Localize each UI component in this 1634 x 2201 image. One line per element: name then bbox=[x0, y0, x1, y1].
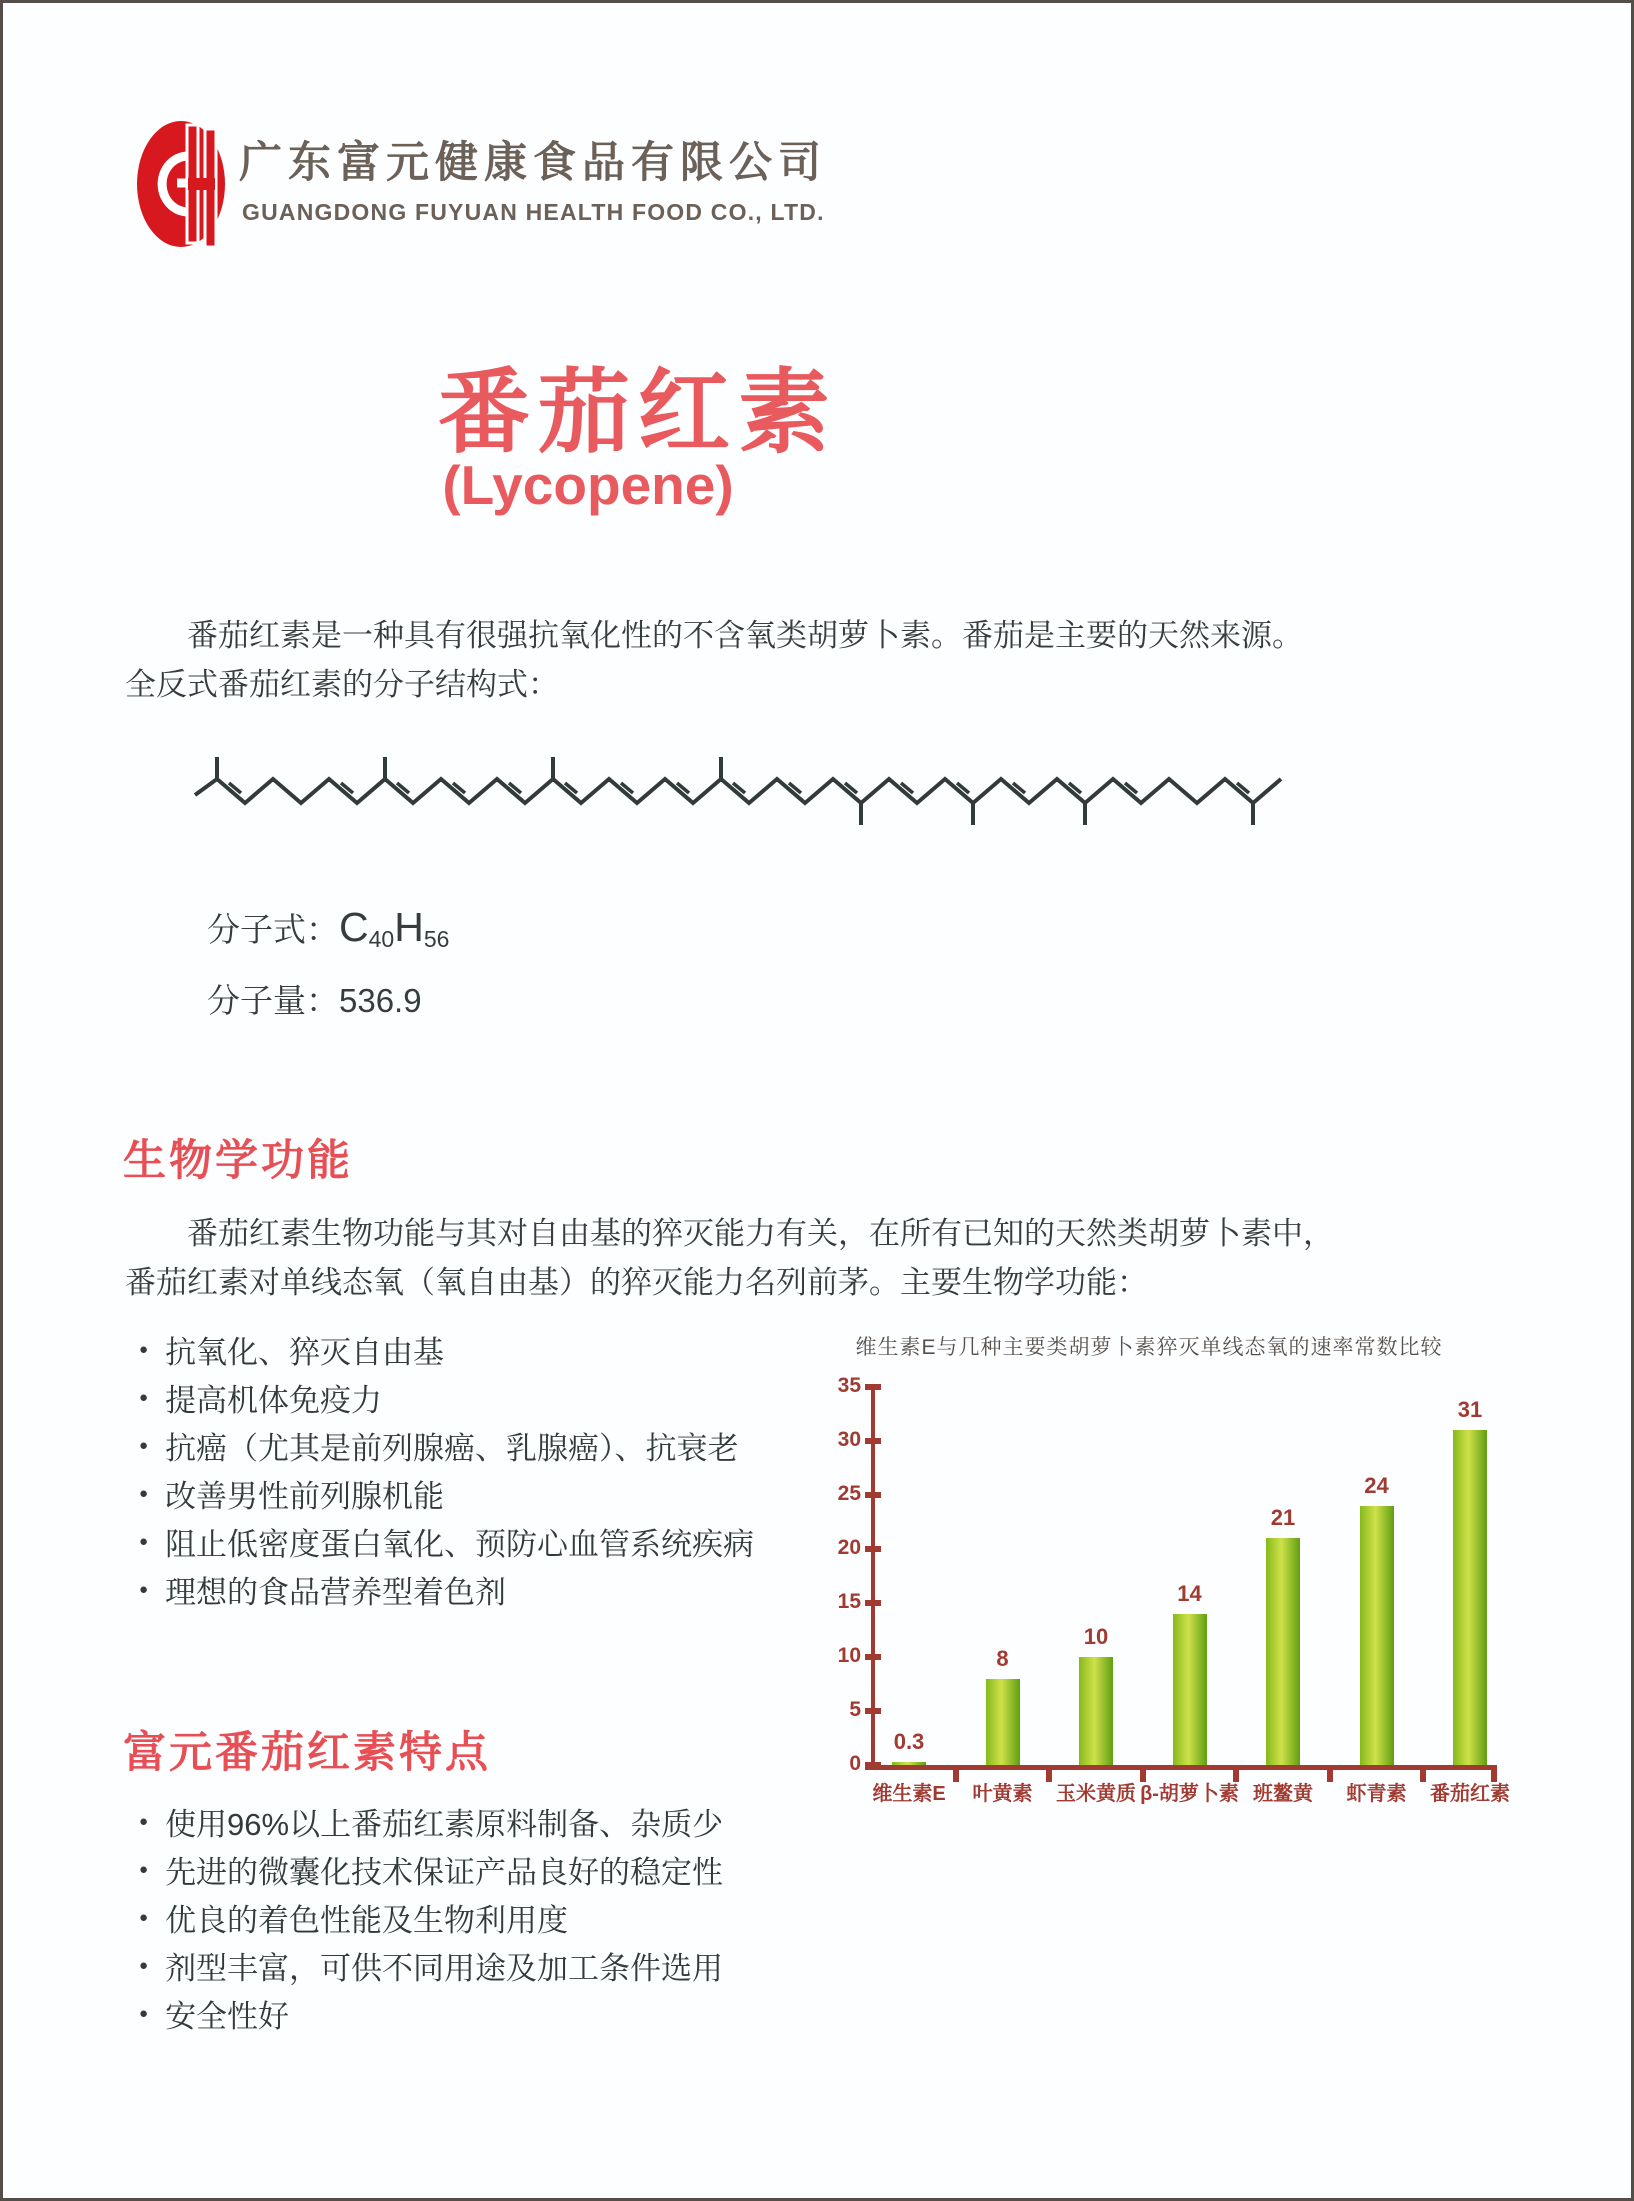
y-axis-tick-label: 15 bbox=[837, 1590, 861, 1613]
formula-h-subscript: 56 bbox=[423, 926, 450, 952]
chart-bar bbox=[1266, 1538, 1300, 1765]
biological-functions-list bbox=[139, 1325, 754, 1613]
company-name-cn: 广东富元健康食品有限公司 bbox=[239, 139, 827, 187]
chart-bar bbox=[1079, 1657, 1113, 1765]
bullet-icon: ● bbox=[139, 1956, 149, 1974]
x-axis-tick-mark bbox=[1046, 1770, 1052, 1782]
molecular-formula bbox=[207, 904, 449, 951]
formula-c: C bbox=[339, 904, 369, 950]
list-item: ● 使用96%以上番茄红素原料制备、杂质少 bbox=[139, 1806, 724, 1842]
x-axis-tick-mark bbox=[1140, 1770, 1146, 1782]
bullet-icon: ● bbox=[139, 1388, 149, 1406]
y-axis-tick-label: 5 bbox=[849, 1698, 861, 1721]
section-heading-biological-functions: 生物学功能 bbox=[123, 1137, 353, 1185]
chart-bar bbox=[1360, 1506, 1394, 1765]
x-axis-category-label: 班鳌黄 bbox=[1253, 1783, 1313, 1805]
chart-bar bbox=[1173, 1614, 1207, 1765]
molecular-structure-diagram bbox=[189, 753, 1293, 831]
chart-bar bbox=[986, 1679, 1020, 1765]
y-axis-tick-label: 20 bbox=[837, 1536, 861, 1559]
y-axis-tick-label: 30 bbox=[837, 1428, 861, 1451]
y-axis-tick-label: 10 bbox=[837, 1644, 861, 1667]
bullet-icon: ● bbox=[139, 1436, 149, 1454]
bullet-icon: ● bbox=[139, 1812, 149, 1830]
formula-h: H bbox=[394, 904, 424, 950]
intro-line-2: 全反式番茄红素的分子结构式： bbox=[125, 667, 559, 702]
list-item: ● 提高机体免疫力 bbox=[139, 1382, 383, 1418]
list-item: ● 安全性好 bbox=[139, 1998, 290, 2034]
chart-y-axis bbox=[871, 1385, 875, 1770]
page-subtitle: (Lycopene) bbox=[442, 454, 734, 516]
list-item: ● 改善男性前列腺机能 bbox=[139, 1478, 445, 1514]
molecular-weight bbox=[207, 975, 422, 1022]
weight-label: 分子量： bbox=[207, 982, 339, 1019]
x-axis-category-label: 叶黄素 bbox=[972, 1783, 1033, 1805]
x-axis-category-label: 玉米黄质 bbox=[1056, 1783, 1136, 1805]
list-item: ● 理想的食品营养型着色剂 bbox=[139, 1574, 507, 1610]
bullet-icon: ● bbox=[139, 1484, 149, 1502]
y-axis-tick-label: 25 bbox=[837, 1482, 861, 1505]
company-logo-icon bbox=[137, 121, 225, 247]
product-features-list bbox=[139, 1797, 723, 2037]
biological-functions-paragraph bbox=[125, 1209, 1545, 1307]
x-axis-tick-mark bbox=[1233, 1770, 1239, 1782]
x-axis-tick-mark bbox=[953, 1770, 959, 1782]
page-title: 番茄红素 bbox=[437, 362, 838, 464]
bullet-icon: ● bbox=[139, 2004, 149, 2022]
section-heading-product-features: 富元番茄红素特点 bbox=[123, 1729, 491, 1777]
company-name-en: GUANGDONG FUYUAN HEALTH FOOD CO., LTD. bbox=[242, 199, 825, 225]
bullet-icon: ● bbox=[139, 1580, 149, 1598]
x-axis-tick-mark bbox=[1420, 1770, 1426, 1782]
bar-value-label: 0.3 bbox=[893, 1728, 925, 1754]
formula-c-subscript: 40 bbox=[368, 926, 395, 952]
chart-title: 维生素E与几种主要类胡萝卜素猝灭单线态氧的速率常数比较 bbox=[855, 1336, 1443, 1359]
y-axis-tick-label: 35 bbox=[837, 1374, 861, 1397]
list-item: ● 抗癌（尤其是前列腺癌、乳腺癌）、抗衰老 bbox=[139, 1430, 739, 1466]
bullet-icon: ● bbox=[139, 1908, 149, 1926]
chart-x-axis bbox=[865, 1765, 1497, 1770]
bio-para-line-2: 番茄红素对单线态氧（氧自由基）的猝灭能力名列前茅。主要生物学功能： bbox=[125, 1265, 1148, 1300]
bio-para-line-1: 番茄红素生物功能与其对自由基的猝灭能力有关，在所有已知的天然类胡萝卜素中， bbox=[187, 1216, 1334, 1251]
x-axis-category-label: 番茄红素 bbox=[1430, 1783, 1510, 1805]
intro-line-1: 番茄红素是一种具有很强抗氧化性的不含氧类胡萝卜素。番茄是主要的天然来源。 bbox=[187, 618, 1303, 653]
bar-value-label: 14 bbox=[1177, 1580, 1202, 1606]
intro-paragraph bbox=[125, 611, 1455, 709]
x-axis-tick-mark bbox=[1491, 1770, 1497, 1782]
list-item: ● 抗氧化、猝灭自由基 bbox=[139, 1334, 445, 1370]
weight-value: 536.9 bbox=[339, 982, 422, 1019]
y-axis-tick-label: 0 bbox=[849, 1752, 861, 1775]
list-item: ● 优良的着色性能及生物利用度 bbox=[139, 1902, 569, 1938]
chart-bar bbox=[1453, 1430, 1487, 1765]
bar-value-label: 31 bbox=[1457, 1397, 1483, 1423]
formula-label: 分子式： bbox=[207, 911, 339, 948]
x-axis-tick-mark bbox=[1327, 1770, 1333, 1782]
bar-value-label: 21 bbox=[1270, 1505, 1296, 1531]
list-item: ● 阻止低密度蛋白氧化、预防心血管系统疾病 bbox=[139, 1526, 755, 1562]
x-axis-category-label: 维生素E bbox=[872, 1783, 946, 1805]
list-item: ● 剂型丰富，可供不同用途及加工条件选用 bbox=[139, 1950, 724, 1986]
bullet-icon: ● bbox=[139, 1860, 149, 1878]
bar-value-label: 10 bbox=[1083, 1624, 1109, 1649]
bullet-icon: ● bbox=[139, 1532, 149, 1550]
list-item: ● 先进的微囊化技术保证产品良好的稳定性 bbox=[139, 1854, 724, 1890]
bullet-icon: ● bbox=[139, 1340, 149, 1358]
bar-value-label: 24 bbox=[1364, 1472, 1389, 1498]
x-axis-category-label: 虾青素 bbox=[1346, 1783, 1407, 1805]
x-axis-category-label: β-胡萝卜素 bbox=[1140, 1783, 1239, 1805]
bar-value-label: 8 bbox=[996, 1645, 1009, 1671]
